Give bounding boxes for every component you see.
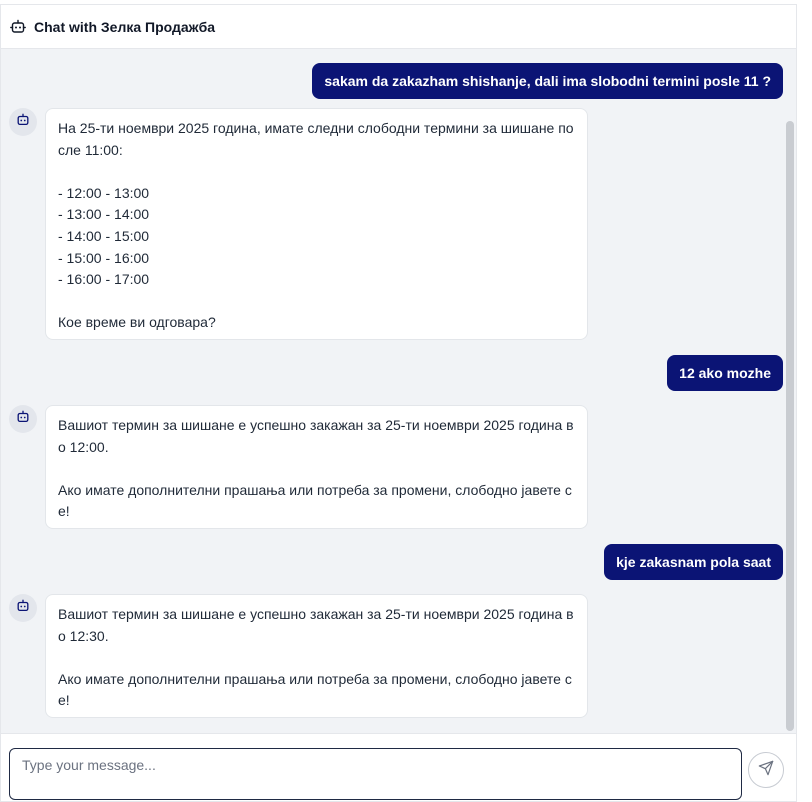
- bot-avatar: [9, 594, 37, 622]
- bot-message: Вашиот термин за шишане е успешно закажан за 25-ти ноември 2025 година во 12:30. Ако имате дополнителни прашања или потреба за промени, слободно јавете се!: [45, 594, 588, 718]
- bot-icon: [16, 410, 30, 429]
- chat-title: Chat with Зелка Продажба: [34, 18, 216, 35]
- user-message: sakam da zakazham shishanje, dali ima slobodni termini posle 11 ?: [312, 63, 783, 99]
- bot-message: Вашиот термин за шишане е успешно закажан за 25-ти ноември 2025 година во 12:00. Ако имате дополнителни прашања или потреба за промени, слободно јавете се!: [45, 405, 588, 529]
- send-icon: [758, 760, 774, 781]
- bot-message: На 25-ти ноември 2025 година, имате следни слободни термини за шишане после 11:00: - 12:00 - 13:00 - 13:00 - 14:00 - 14:00 - 15:00 - 15:00 - 16:00 - 16:00 - 17:00 Кое време ви одговара?: [45, 108, 588, 340]
- bot-icon: [10, 19, 26, 35]
- message-list[interactable]: [1, 49, 796, 733]
- chat-window: [0, 4, 797, 802]
- send-button[interactable]: [748, 752, 784, 788]
- chat-header: [1, 5, 796, 49]
- bot-avatar: [9, 405, 37, 433]
- user-message: 12 ako mozhe: [667, 355, 783, 391]
- message-input[interactable]: [9, 748, 742, 800]
- bot-icon: [16, 599, 30, 618]
- composer: [1, 733, 796, 801]
- scrollbar[interactable]: [784, 49, 796, 733]
- scrollbar-thumb[interactable]: [786, 121, 794, 731]
- bot-avatar: [9, 108, 37, 136]
- user-message: kje zakasnam pola saat: [604, 544, 783, 580]
- bot-icon: [16, 113, 30, 132]
